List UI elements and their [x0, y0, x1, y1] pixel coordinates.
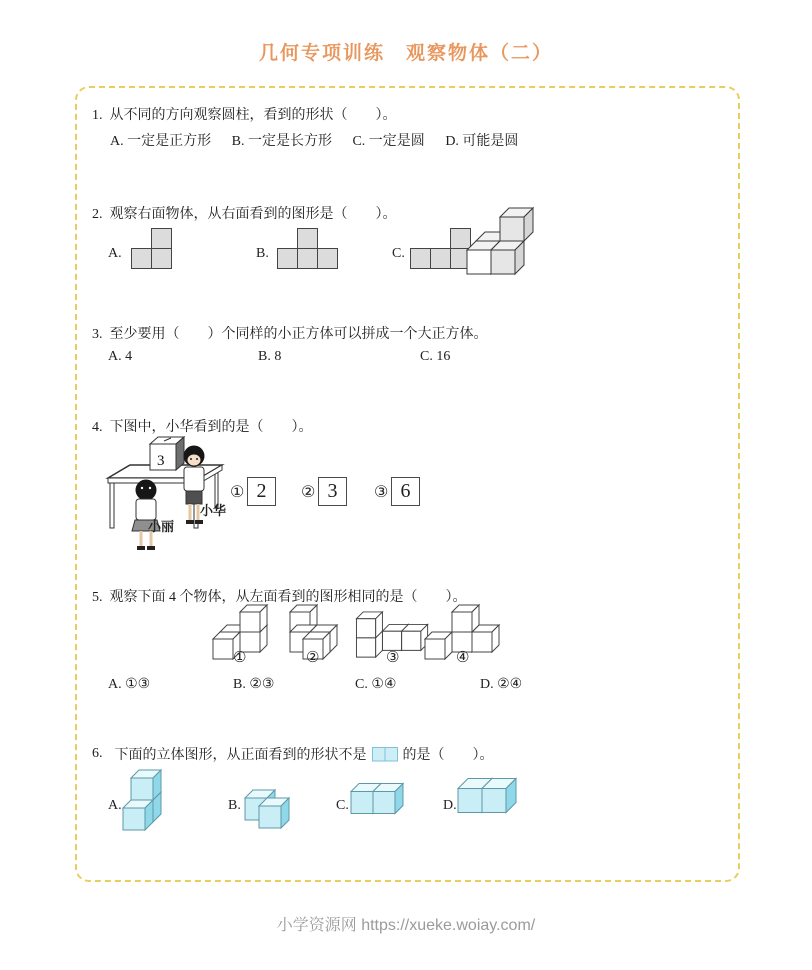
question-4-number: 4.: [92, 420, 103, 435]
q5-option-a: A. ①③: [108, 677, 151, 692]
q6-reference-shape: [372, 747, 398, 762]
q4-choice-1-box: 2: [247, 477, 276, 506]
q1-option-a: A. 一定是正方形: [110, 134, 212, 149]
q6-option-d-label: D.: [443, 798, 457, 813]
q3-option-b: B. 8: [258, 349, 282, 364]
girl-label: 小丽: [148, 519, 175, 534]
q3-option-a: A. 4: [108, 349, 133, 364]
page-title: 几何专项训练 观察物体（二）: [258, 43, 553, 64]
q4-choice-3-box: 6: [391, 477, 420, 506]
q4-choice-3-mark: ③: [374, 484, 389, 501]
q6-option-c-label: C.: [336, 798, 349, 813]
q2-option-b-label: B.: [256, 246, 269, 261]
question-3-text: 3. 至少要用（ ）个同样的小正方体可以拼成一个大正方体。: [92, 327, 488, 342]
q2-cube-object: [460, 202, 538, 280]
question-5-text: 5. 观察下面 4 个物体，从左面看到的图形相同的是（ ）。: [92, 590, 467, 605]
q2-option-a-shape: [131, 228, 172, 269]
question-5-number: 5.: [92, 590, 103, 605]
footer-watermark: 小学资源网 https://xueke.woiay.com/: [276, 917, 536, 934]
boy-label: 小华: [200, 503, 227, 518]
question-1-text: 1. 从不同的方向观察圆柱，看到的形状（ ）。: [92, 108, 397, 123]
q4-choice-2-mark: ②: [301, 484, 316, 501]
q6-figure-d: [458, 778, 517, 814]
question-1-number: 1.: [92, 108, 103, 123]
number-cube: [150, 437, 184, 470]
q5-option-c: C. ①④: [355, 677, 397, 692]
q5-option-d: D. ②④: [480, 677, 523, 692]
q5-figure-1-label: ①: [233, 650, 247, 666]
q5-figure-2-label: ②: [306, 650, 320, 666]
question-6-number: 6.: [92, 746, 103, 761]
q6-option-a-label: A.: [108, 798, 122, 813]
question-2-text: 2. 观察右面物体，从右面看到的图形是（ ）。: [92, 207, 397, 222]
q1-option-d: D. 可能是圆: [445, 134, 519, 149]
q6-figure-a: [123, 770, 161, 830]
q6-option-b-label: B.: [228, 798, 241, 813]
q4-choice-2-box: 3: [318, 477, 347, 506]
q6-figure-c: [351, 783, 404, 815]
girl-figure: [132, 480, 160, 551]
cube-face-number: 3: [157, 453, 165, 469]
question-6-text: 6. 下面的立体图形，从正面看到的形状不是 的是（ ）。: [92, 746, 494, 763]
question-3-number: 3.: [92, 327, 103, 342]
question-1-options: [110, 130, 535, 150]
q6-figure-b: [245, 782, 290, 829]
q5-figure-3-label: ③: [386, 650, 400, 666]
q5-option-b: B. ②③: [233, 677, 275, 692]
q1-option-c: C. 一定是圆: [352, 134, 425, 149]
question-4-text: 4. 下图中，小华看到的是（ ）。: [92, 420, 313, 435]
q4-choice-1-mark: ①: [230, 484, 245, 501]
q4-illustration: [102, 438, 245, 553]
q1-option-b: B. 一定是长方形: [231, 134, 332, 149]
q3-option-c: C. 16: [420, 349, 451, 364]
q5-figure-4-label: ④: [456, 650, 470, 666]
q2-option-b-shape: [277, 228, 338, 269]
q2-option-c-label: C.: [392, 246, 405, 261]
q2-option-a-label: A.: [108, 246, 122, 261]
question-2-number: 2.: [92, 207, 103, 222]
